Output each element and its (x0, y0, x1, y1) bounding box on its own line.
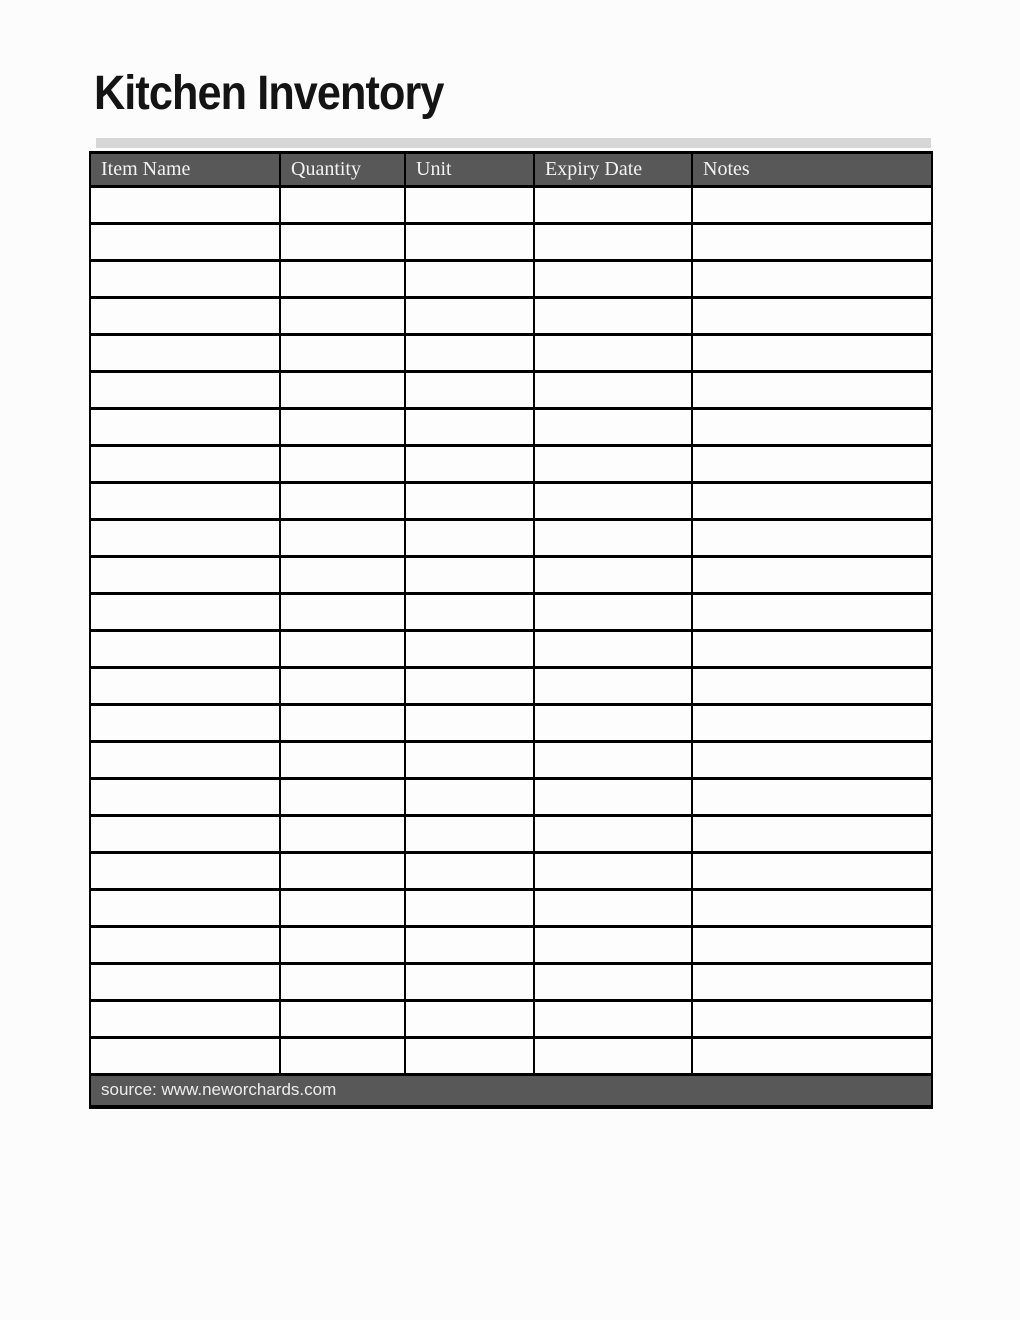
table-row (90, 927, 932, 964)
empty-cell (280, 520, 405, 557)
empty-cell (692, 224, 932, 261)
empty-cell (534, 1038, 692, 1075)
empty-cell (534, 742, 692, 779)
empty-cell (405, 631, 534, 668)
empty-cell (692, 298, 932, 335)
empty-cell (280, 1038, 405, 1075)
table-row (90, 668, 932, 705)
empty-cell (90, 409, 280, 446)
empty-cell (534, 187, 692, 224)
empty-cell (90, 298, 280, 335)
empty-cell (534, 668, 692, 705)
empty-cell (90, 520, 280, 557)
table-row (90, 631, 932, 668)
table-top-shadow-bar (96, 138, 931, 148)
empty-cell (280, 187, 405, 224)
empty-cell (692, 446, 932, 483)
empty-cell (405, 594, 534, 631)
empty-cell (534, 853, 692, 890)
empty-cell (534, 520, 692, 557)
table-row (90, 520, 932, 557)
empty-cell (90, 187, 280, 224)
empty-cell (692, 927, 932, 964)
empty-cell (692, 631, 932, 668)
empty-cell (692, 816, 932, 853)
empty-cell (405, 298, 534, 335)
empty-cell (90, 927, 280, 964)
empty-cell (280, 853, 405, 890)
table-row (90, 446, 932, 483)
empty-cell (692, 890, 932, 927)
empty-cell (280, 742, 405, 779)
empty-cell (405, 261, 534, 298)
empty-cell (90, 372, 280, 409)
empty-cell (90, 779, 280, 816)
empty-cell (405, 853, 534, 890)
empty-cell (534, 1001, 692, 1038)
empty-cell (534, 927, 692, 964)
table-row (90, 372, 932, 409)
table-row (90, 742, 932, 779)
empty-cell (692, 520, 932, 557)
empty-cell (405, 927, 534, 964)
empty-cell (90, 224, 280, 261)
empty-cell (280, 668, 405, 705)
empty-cell (405, 520, 534, 557)
empty-cell (280, 631, 405, 668)
empty-cell (90, 594, 280, 631)
empty-cell (692, 779, 932, 816)
empty-cell (692, 964, 932, 1001)
empty-cell (405, 816, 534, 853)
empty-cell (692, 853, 932, 890)
empty-cell (280, 298, 405, 335)
empty-cell (692, 261, 932, 298)
column-header-item-name: Item Name (90, 153, 280, 187)
table-row (90, 1001, 932, 1038)
table-row (90, 890, 932, 927)
empty-cell (280, 816, 405, 853)
empty-cell (280, 483, 405, 520)
empty-cell (405, 964, 534, 1001)
empty-cell (534, 779, 692, 816)
empty-cell (405, 890, 534, 927)
empty-cell (405, 668, 534, 705)
empty-cell (280, 1001, 405, 1038)
empty-cell (280, 705, 405, 742)
table-row (90, 483, 932, 520)
empty-cell (280, 224, 405, 261)
empty-cell (405, 1038, 534, 1075)
empty-cell (692, 742, 932, 779)
empty-cell (692, 557, 932, 594)
empty-cell (280, 890, 405, 927)
table-row (90, 705, 932, 742)
empty-cell (534, 631, 692, 668)
table-row (90, 298, 932, 335)
empty-cell (90, 668, 280, 705)
empty-cell (534, 557, 692, 594)
column-header-quantity: Quantity (280, 153, 405, 187)
empty-cell (280, 261, 405, 298)
empty-cell (90, 1038, 280, 1075)
column-header-expiry-date: Expiry Date (534, 153, 692, 187)
empty-cell (692, 1001, 932, 1038)
empty-cell (405, 483, 534, 520)
empty-cell (405, 742, 534, 779)
empty-cell (534, 224, 692, 261)
empty-cell (692, 668, 932, 705)
empty-cell (280, 446, 405, 483)
column-header-notes: Notes (692, 153, 932, 187)
empty-cell (534, 890, 692, 927)
column-header-unit: Unit (405, 153, 534, 187)
empty-cell (692, 1038, 932, 1075)
empty-cell (405, 557, 534, 594)
table-row (90, 779, 932, 816)
empty-cell (534, 409, 692, 446)
empty-cell (534, 261, 692, 298)
empty-cell (90, 742, 280, 779)
empty-cell (90, 631, 280, 668)
empty-cell (405, 705, 534, 742)
table-row (90, 1038, 932, 1075)
empty-cell (280, 557, 405, 594)
empty-cell (534, 594, 692, 631)
empty-cell (534, 446, 692, 483)
empty-cell (692, 372, 932, 409)
empty-cell (692, 705, 932, 742)
table-row (90, 964, 932, 1001)
table-row (90, 594, 932, 631)
empty-cell (692, 409, 932, 446)
empty-cell (405, 409, 534, 446)
empty-cell (280, 335, 405, 372)
empty-cell (405, 1001, 534, 1038)
table-row (90, 224, 932, 261)
empty-cell (90, 1001, 280, 1038)
empty-cell (692, 483, 932, 520)
empty-cell (90, 964, 280, 1001)
empty-cell (405, 187, 534, 224)
empty-cell (90, 853, 280, 890)
empty-cell (405, 779, 534, 816)
empty-cell (90, 261, 280, 298)
empty-cell (534, 335, 692, 372)
empty-cell (90, 890, 280, 927)
table-row (90, 816, 932, 853)
table-body (90, 187, 932, 1075)
empty-cell (280, 594, 405, 631)
empty-cell (280, 372, 405, 409)
empty-cell (405, 372, 534, 409)
empty-cell (405, 224, 534, 261)
empty-cell (280, 779, 405, 816)
inventory-table (89, 151, 933, 1109)
empty-cell (90, 816, 280, 853)
header-row (90, 153, 932, 187)
empty-cell (405, 446, 534, 483)
empty-cell (534, 816, 692, 853)
table-row (90, 187, 932, 224)
empty-cell (90, 335, 280, 372)
empty-cell (534, 298, 692, 335)
empty-cell (90, 446, 280, 483)
empty-cell (534, 964, 692, 1001)
table-row (90, 261, 932, 298)
empty-cell (534, 483, 692, 520)
empty-cell (280, 409, 405, 446)
table-row (90, 557, 932, 594)
empty-cell (692, 594, 932, 631)
table-row (90, 409, 932, 446)
empty-cell (90, 557, 280, 594)
empty-cell (534, 705, 692, 742)
empty-cell (90, 705, 280, 742)
source-text: source: www.neworchards.com (90, 1075, 932, 1107)
empty-cell (534, 372, 692, 409)
table-row (90, 335, 932, 372)
empty-cell (692, 187, 932, 224)
page-title: Kitchen Inventory (94, 67, 444, 120)
empty-cell (405, 335, 534, 372)
empty-cell (90, 483, 280, 520)
empty-cell (280, 964, 405, 1001)
empty-cell (692, 335, 932, 372)
empty-cell (280, 927, 405, 964)
table-row (90, 853, 932, 890)
footer-row (90, 1075, 932, 1107)
